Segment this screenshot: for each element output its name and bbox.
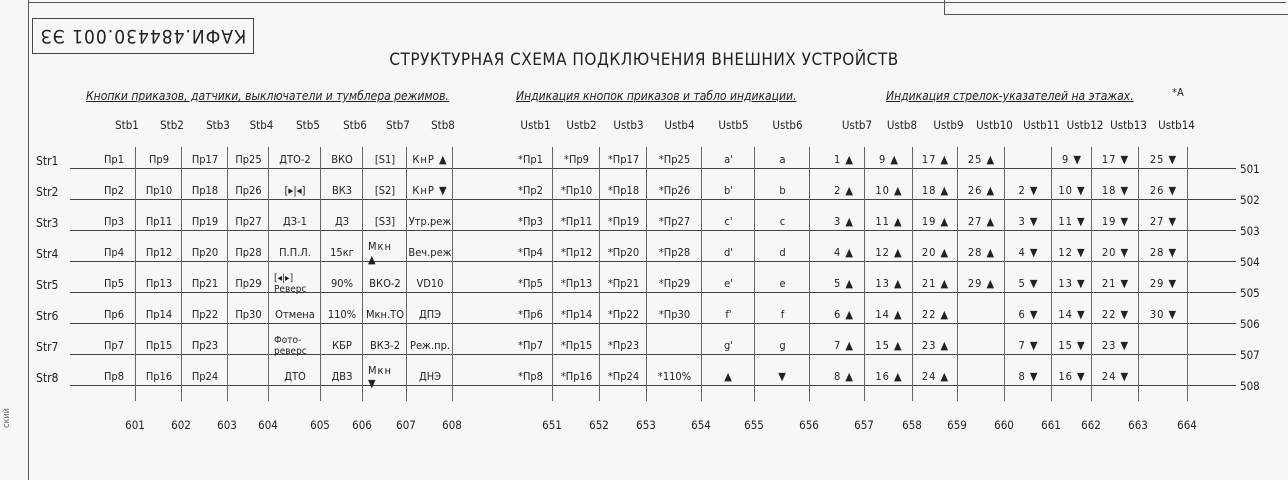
column-number: 607 [396, 418, 416, 432]
column-number: 604 [258, 418, 278, 432]
indicator-cell: *Пр5 [518, 277, 543, 290]
indicator-cell: a [779, 153, 786, 166]
arrow-indicator-cell: 23 ▼ [1101, 339, 1130, 352]
device-cell: ДЗ [334, 215, 350, 228]
indicator-cell: *Пр16 [560, 370, 593, 383]
column-bus-line [135, 147, 136, 401]
arrow-indicator-cell: 26 ▼ [1149, 184, 1178, 197]
column-header-ustb: Ustb7 [841, 118, 873, 132]
indicator-cell: a' [724, 153, 733, 166]
bus-number: 503 [1240, 224, 1260, 238]
device-cell: ДНЭ [418, 370, 442, 383]
arrow-indicator-cell: 4 ▲ [833, 246, 855, 259]
indicator-cell: *Пр8 [518, 370, 543, 383]
arrow-indicator-cell: 13 ▲ [875, 277, 903, 290]
arrow-indicator-cell: 9 ▲ [878, 153, 900, 166]
indicator-cell: d' [723, 246, 733, 259]
indicator-cell: f [780, 308, 785, 321]
column-bus-line [646, 147, 647, 401]
column-bus-line [701, 147, 702, 401]
column-header-ustb: Ustb13 [1110, 118, 1147, 132]
stamp-code: КАФИ.484430.001 ЭЗ [39, 25, 247, 47]
indicator-cell: b' [723, 184, 733, 197]
arrow-indicator-cell: 19 ▼ [1101, 215, 1130, 228]
device-cell: Пр26 [235, 184, 262, 197]
arrow-indicator-cell: 25 ▼ [1149, 153, 1178, 166]
column-bus-line [1051, 147, 1052, 401]
arrow-indicator-cell: 20 ▲ [921, 246, 950, 259]
column-bus-line [1187, 147, 1188, 401]
device-cell: Пр4 [103, 246, 125, 259]
device-cell: Пр7 [103, 339, 125, 352]
row-label-str: Str4 [36, 247, 59, 261]
device-cell: Пр2 [103, 184, 125, 197]
column-number: 603 [217, 418, 237, 432]
device-cell: Пр23 [191, 339, 219, 352]
device-cell: Пр24 [191, 370, 219, 383]
column-header-ustb: Ustb1 [520, 118, 551, 132]
device-cell: ВКЗ-2 [369, 339, 401, 352]
column-number: 605 [310, 418, 330, 432]
arrow-indicator-cell: 3 ▼ [1018, 215, 1039, 228]
arrow-indicator-cell: 15 ▼ [1058, 339, 1086, 352]
device-cell: Пр12 [145, 246, 173, 259]
arrow-indicator-cell: 11 ▲ [875, 215, 903, 228]
header-note-a: *А [1172, 86, 1184, 99]
column-bus-line [1004, 147, 1005, 401]
indicator-cell: *Пр25 [658, 153, 691, 166]
arrow-indicator-cell: 24 ▲ [921, 370, 950, 383]
column-number: 658 [902, 418, 922, 432]
device-cell: Веч.реж [408, 246, 452, 259]
device-cell: Мкн.ТО [366, 308, 404, 321]
arrow-indicator-cell: 6 ▲ [833, 308, 855, 321]
indicator-cell: *Пр21 [607, 277, 640, 290]
arrow-indicator-cell: 19 ▲ [921, 215, 950, 228]
device-cell: ВКО [331, 153, 353, 166]
arrow-indicator-cell: 5 ▼ [1018, 277, 1039, 290]
bus-number: 501 [1240, 162, 1260, 176]
device-cell: Пр15 [145, 339, 173, 352]
arrow-indicator-cell: 9 ▼ [1061, 153, 1083, 166]
header-buttons-sensors: Кнопки приказов, датчики, выключатели и тумблера режимов. [86, 89, 449, 103]
device-cell: [S2] [374, 184, 396, 197]
column-number: 653 [636, 418, 656, 432]
indicator-cell: ▼ [778, 370, 787, 383]
device-cell: Отмена [275, 308, 315, 321]
arrow-indicator-cell: 24 ▼ [1101, 370, 1130, 383]
arrow-indicator-cell: 18 ▼ [1101, 184, 1130, 197]
device-cell: VD10 [416, 277, 444, 290]
diagram-title: СТРУКТУРНАЯ СХЕМА ПОДКЛЮЧЕНИЯ ВНЕШНИХ УСТРОЙСТВ [389, 50, 899, 70]
arrow-indicator-cell: 29 ▼ [1149, 277, 1178, 290]
indicator-cell: *Пр7 [518, 339, 543, 352]
indicator-cell: d [779, 246, 786, 259]
arrow-indicator-cell: 20 ▼ [1101, 246, 1130, 259]
column-bus-line [957, 147, 958, 401]
header-button-indication: Индикация кнопок приказов и табло индикации. [516, 89, 797, 103]
arrow-indicator-cell: 1 ▲ [833, 153, 855, 166]
device-cell: КнР ▼ [412, 184, 448, 197]
indicator-cell: ▲ [724, 370, 733, 383]
column-bus-line [181, 147, 182, 401]
column-number: 656 [799, 418, 819, 432]
arrow-indicator-cell: 4 ▼ [1018, 246, 1039, 259]
arrow-indicator-cell: 28 ▲ [967, 246, 996, 259]
device-cell: 90% [331, 277, 353, 290]
column-header-ustb: Ustb4 [664, 118, 695, 132]
column-bus-line [552, 147, 553, 401]
device-cell: ДТО [284, 370, 306, 383]
arrow-indicator-cell: 29 ▲ [967, 277, 996, 290]
arrow-indicator-cell: 2 ▼ [1018, 184, 1039, 197]
column-number: 664 [1177, 418, 1197, 432]
arrow-indicator-cell: 12 ▼ [1058, 246, 1086, 259]
column-bus-line [320, 147, 321, 401]
arrow-indicator-cell: 25 ▲ [967, 153, 996, 166]
column-number: 606 [352, 418, 372, 432]
bus-number: 505 [1240, 286, 1260, 300]
indicator-cell: f' [725, 308, 732, 321]
arrow-indicator-cell: 17 ▲ [921, 153, 950, 166]
arrow-indicator-cell: 7 ▲ [833, 339, 855, 352]
column-number: 602 [171, 418, 191, 432]
indicator-cell: g' [723, 339, 733, 352]
arrow-indicator-cell: 2 ▲ [833, 184, 855, 197]
column-header-ustb: Ustb2 [566, 118, 597, 132]
arrow-indicator-cell: 22 ▲ [921, 308, 950, 321]
device-cell: Пр3 [103, 215, 125, 228]
indicator-cell: *Пр18 [607, 184, 640, 197]
device-cell: ДПЭ [418, 308, 442, 321]
device-cell: Мкн ▼ [368, 363, 392, 390]
device-cell: Пр14 [145, 308, 173, 321]
column-header-ustb: Ustb9 [933, 118, 964, 132]
device-cell: Пр10 [145, 184, 173, 197]
column-bus-line [362, 147, 363, 401]
row-label-str: Str2 [36, 185, 59, 199]
column-header-ustb: Ustb12 [1066, 118, 1104, 132]
column-bus-line [227, 147, 228, 401]
arrow-indicator-cell: 10 ▼ [1058, 184, 1086, 197]
column-header-stb: Stb2 [160, 118, 184, 132]
arrow-indicator-cell: 26 ▲ [967, 184, 996, 197]
column-number: 659 [947, 418, 967, 432]
arrow-indicator-cell: 5 ▲ [833, 277, 855, 290]
device-cell: Реж.пр. [410, 339, 451, 352]
device-cell: Пр17 [191, 153, 219, 166]
arrow-indicator-cell: 8 ▼ [1018, 370, 1039, 383]
bus-number: 504 [1240, 255, 1260, 269]
device-cell: [◂|▸] Реверс [274, 272, 307, 295]
arrow-indicator-cell: 21 ▼ [1101, 277, 1130, 290]
device-cell: 110% [327, 308, 357, 321]
arrow-indicator-cell: 27 ▲ [967, 215, 996, 228]
indicator-cell: c' [724, 215, 733, 228]
device-cell: [S3] [374, 215, 396, 228]
column-header-stb: Stb8 [431, 118, 455, 132]
indicator-cell: *Пр23 [607, 339, 640, 352]
device-cell: ДТО-2 [279, 153, 311, 166]
column-number: 657 [854, 418, 874, 432]
column-header-ustb: Ustb3 [613, 118, 644, 132]
column-bus-line [268, 147, 269, 401]
column-bus-line [864, 147, 865, 401]
column-header-ustb: Ustb5 [718, 118, 749, 132]
column-header-stb: Stb7 [386, 118, 410, 132]
device-cell: Пр9 [148, 153, 170, 166]
indicator-cell: e' [724, 277, 733, 290]
arrow-indicator-cell: 21 ▲ [921, 277, 950, 290]
row-label-str: Str8 [36, 371, 59, 385]
device-cell: Фото-реверс [274, 334, 307, 357]
column-number: 660 [994, 418, 1014, 432]
device-cell: 15кг [330, 246, 354, 259]
device-cell: Мкн ▲ [368, 239, 392, 266]
column-bus-line [912, 147, 913, 401]
device-cell: Пр28 [235, 246, 262, 259]
indicator-cell: e [779, 277, 786, 290]
column-header-ustb: Ustb14 [1158, 118, 1195, 132]
row-label-str: Str1 [36, 154, 59, 168]
indicator-cell: *Пр22 [607, 308, 640, 321]
column-bus-line [599, 147, 600, 401]
device-cell: Пр6 [103, 308, 125, 321]
indicator-cell: *Пр24 [607, 370, 640, 383]
bus-number: 507 [1240, 348, 1260, 362]
column-header-stb: Stb5 [296, 118, 320, 132]
column-number: 662 [1081, 418, 1101, 432]
indicator-cell: *Пр2 [518, 184, 543, 197]
device-cell: Пр11 [145, 215, 173, 228]
arrow-indicator-cell: 15 ▲ [875, 339, 903, 352]
arrow-indicator-cell: 3 ▲ [833, 215, 855, 228]
device-cell: Пр1 [103, 153, 125, 166]
device-cell: Пр18 [191, 184, 219, 197]
device-cell: КБР [332, 339, 352, 352]
bus-number: 506 [1240, 317, 1260, 331]
indicator-cell: *Пр12 [560, 246, 593, 259]
indicator-cell: *Пр19 [607, 215, 640, 228]
indicator-cell: *Пр20 [607, 246, 640, 259]
arrow-indicator-cell: 11 ▼ [1058, 215, 1086, 228]
row-label-str: Str3 [36, 216, 59, 230]
column-number: 654 [691, 418, 711, 432]
indicator-cell: *Пр28 [658, 246, 691, 259]
indicator-cell: *Пр29 [658, 277, 691, 290]
device-cell: ДЗ-1 [283, 215, 307, 228]
bus-number: 502 [1240, 193, 1260, 207]
column-header-ustb: Ustb11 [1023, 118, 1060, 132]
device-cell: ВК3 [331, 184, 353, 197]
device-cell: Пр30 [235, 308, 262, 321]
device-cell: ВКО-2 [369, 277, 401, 290]
column-header-ustb: Ustb6 [772, 118, 803, 132]
arrow-indicator-cell: 30 ▼ [1149, 308, 1178, 321]
column-number: 661 [1041, 418, 1061, 432]
indicator-cell: *Пр3 [518, 215, 543, 228]
indicator-cell: *Пр4 [518, 246, 543, 259]
indicator-cell: c [779, 215, 786, 228]
column-bus-line [406, 147, 407, 401]
indicator-cell: *Пр13 [560, 277, 593, 290]
column-bus-line [1091, 147, 1092, 401]
arrow-indicator-cell: 17 ▼ [1101, 153, 1130, 166]
device-cell: [▸|◂] [284, 184, 306, 197]
arrow-indicator-cell: 28 ▼ [1149, 246, 1178, 259]
device-cell: Пр5 [103, 277, 125, 290]
indicator-cell: *Пр6 [518, 308, 543, 321]
indicator-cell: g [779, 339, 786, 352]
column-number: 655 [744, 418, 764, 432]
bus-number: 508 [1240, 379, 1260, 393]
indicator-cell: *Пр10 [560, 184, 593, 197]
arrow-indicator-cell: 6 ▼ [1018, 308, 1039, 321]
column-header-stb: Stb4 [249, 118, 274, 132]
column-header-stb: Stb1 [115, 118, 139, 132]
arrow-indicator-cell: 12 ▲ [875, 246, 903, 259]
indicator-cell: *Пр11 [560, 215, 593, 228]
column-header-ustb: Ustb10 [976, 118, 1013, 132]
column-header-stb: Stb6 [343, 118, 367, 132]
device-cell: Пр27 [235, 215, 262, 228]
device-cell: [S1] [374, 153, 396, 166]
row-label-str: Str6 [36, 309, 59, 323]
column-number: 608 [442, 418, 462, 432]
device-cell: Пр19 [191, 215, 219, 228]
column-number: 663 [1128, 418, 1148, 432]
arrow-indicator-cell: 23 ▲ [921, 339, 950, 352]
device-cell: П.П.Л. [279, 246, 311, 259]
device-cell: Пр13 [145, 277, 173, 290]
indicator-cell: *Пр14 [560, 308, 593, 321]
indicator-cell: *Пр26 [658, 184, 691, 197]
side-note: ский [2, 408, 12, 428]
column-header-ustb: Ustb8 [886, 118, 918, 132]
column-number: 651 [542, 418, 562, 432]
device-cell: Утр.реж [408, 215, 452, 228]
column-bus-line [754, 147, 755, 401]
column-number: 652 [589, 418, 609, 432]
device-cell: КнР ▲ [412, 153, 448, 166]
device-cell: Пр25 [235, 153, 262, 166]
arrow-indicator-cell: 16 ▲ [875, 370, 903, 383]
indicator-cell: *Пр1 [518, 153, 543, 166]
arrow-indicator-cell: 22 ▼ [1101, 308, 1130, 321]
row-label-str: Str5 [36, 278, 59, 292]
device-cell: Пр22 [191, 308, 219, 321]
column-header-stb: Stb3 [206, 118, 230, 132]
device-cell: Пр21 [191, 277, 219, 290]
indicator-cell: *Пр15 [560, 339, 593, 352]
arrow-indicator-cell: 14 ▼ [1058, 308, 1086, 321]
indicator-cell: *Пр9 [564, 153, 589, 166]
device-cell: Пр20 [191, 246, 219, 259]
arrow-indicator-cell: 10 ▲ [875, 184, 903, 197]
arrow-indicator-cell: 14 ▲ [875, 308, 903, 321]
header-arrow-indication: Индикация стрелок-указателей на этажах. [886, 89, 1134, 103]
row-label-str: Str7 [36, 340, 59, 354]
indicator-cell: *Пр30 [658, 308, 691, 321]
indicator-cell: *110% [657, 370, 692, 383]
device-cell: Пр16 [145, 370, 173, 383]
arrow-indicator-cell: 27 ▼ [1149, 215, 1178, 228]
indicator-cell: *Пр17 [607, 153, 640, 166]
document-stamp [32, 18, 254, 54]
column-number: 601 [125, 418, 145, 432]
indicator-cell: b [779, 184, 786, 197]
arrow-indicator-cell: 8 ▲ [833, 370, 855, 383]
device-cell: ДВЗ [331, 370, 353, 383]
device-cell: Пр29 [235, 277, 262, 290]
device-cell: Пр8 [103, 370, 125, 383]
column-bus-line [1138, 147, 1139, 401]
arrow-indicator-cell: 7 ▼ [1018, 339, 1039, 352]
arrow-indicator-cell: 13 ▼ [1058, 277, 1086, 290]
indicator-cell: *Пр27 [658, 215, 691, 228]
arrow-indicator-cell: 16 ▼ [1058, 370, 1086, 383]
arrow-indicator-cell: 18 ▲ [921, 184, 950, 197]
column-bus-line [809, 147, 810, 401]
column-bus-line [452, 147, 453, 401]
